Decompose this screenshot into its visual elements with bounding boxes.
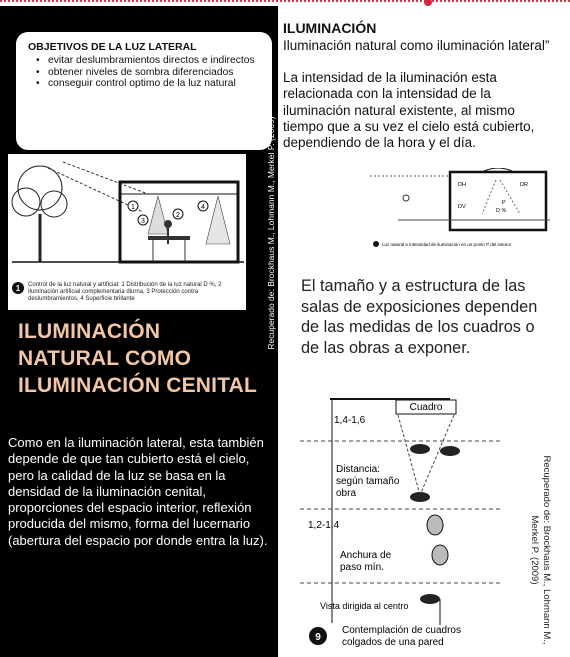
width-label: paso mín. xyxy=(340,562,384,573)
credit-right-line: Recuperado de: Brockhaus M., Lohmann M., xyxy=(541,455,552,645)
illumination-body: La intensidad de la iluminación esta relacionada con la intensidad de la iluminación natural existente, al mismo tiempo que a su vez el cielo está cubierto, dependiendo de la hora y el día. xyxy=(283,70,535,151)
zenithal-heading: ILUMINACIÓN NATURAL COMO ILUMINACIÓN CENITAL xyxy=(18,320,258,397)
objectives-title: OBJETIVOS DE LA LUZ LATERAL xyxy=(28,41,197,53)
lateral-figure-caption: Control de la luz natural y artificial: 1 Distribución de la luz natural D %, 2 Iluminación artificial complementaria diurna, 3 Protección contra deslumbramientos, 4 Superficie brillante xyxy=(28,282,222,302)
direction-label: Vista dirigida al centro xyxy=(320,601,409,611)
daylight-label: DR xyxy=(520,182,528,188)
daylight-point-drawing xyxy=(370,168,552,250)
lateral-label: 3 xyxy=(141,218,145,225)
lateral-label: 1 xyxy=(131,204,135,211)
dimension-mid: 1,2-1,4 xyxy=(308,520,340,531)
zenithal-body: Como en la iluminación lateral, esta también depende de que tan cubierto está el cielo, pero la calidad de la luz se basa en la densidad de la iluminación cenital, proporciones del espacio interior, reflexión producida del mismo, forma del lucernario (abertura del espacio por donde entra la luz). xyxy=(8,435,268,548)
daylight-caption: Luz natural e intensidad de iluminación en un punto P del interior xyxy=(382,242,512,247)
distance-label: según tamaño xyxy=(336,476,400,487)
viewing-distance-drawing xyxy=(300,385,500,657)
objective-item: • evitar deslumbramientos directos e indirectos xyxy=(28,55,262,67)
credit-right xyxy=(520,450,560,650)
distance-label: obra xyxy=(336,488,357,499)
width-label: Anchura de xyxy=(340,550,392,561)
daylight-label: DV xyxy=(458,204,466,210)
viewing-distance-figure xyxy=(300,385,500,657)
figure-number: 9 xyxy=(315,632,321,643)
objectives-list xyxy=(28,55,262,90)
credit-left-text: Recuperado de: Brockhaus M., Lohmann M., Merkel P. (2009) xyxy=(266,116,276,350)
credit-right-text xyxy=(528,455,552,644)
viewing-caption: colgados de una pared xyxy=(342,637,444,648)
dimension-top: 1,4-1,6 xyxy=(334,415,366,426)
credit-left xyxy=(263,116,279,350)
credit-right-line: Merkel P. (2009) xyxy=(529,515,540,585)
lateral-label: 4 xyxy=(201,204,205,211)
lateral-lighting-figure xyxy=(8,154,246,310)
lateral-label: 2 xyxy=(176,212,180,219)
exhibit-text: El tamaño y a estructura de las salas de exposiciones dependen de las medidas de los cuadros o de las obras a exponer. xyxy=(301,277,538,357)
daylight-label: DH xyxy=(458,182,466,188)
distance-label: Distancia: xyxy=(336,464,380,475)
viewing-caption: Contemplación de cuadros xyxy=(342,625,461,636)
objectives-card xyxy=(16,32,272,150)
illumination-title: ILUMINACIÓN xyxy=(283,20,377,36)
daylight-label: P xyxy=(502,200,506,206)
illumination-subtitle: Iluminación natural como iluminación lateral” xyxy=(283,38,550,53)
figure-number-badge: 1 xyxy=(12,282,24,294)
painting-label: Cuadro xyxy=(409,402,443,413)
lateral-lighting-drawing xyxy=(8,154,246,279)
daylight-point-figure xyxy=(370,168,552,250)
objective-item: • conseguir control optimo de la luz natural xyxy=(28,78,262,90)
objective-item: • obtener niveles de sombra diferenciados xyxy=(28,67,262,79)
daylight-label: D % xyxy=(496,208,507,214)
